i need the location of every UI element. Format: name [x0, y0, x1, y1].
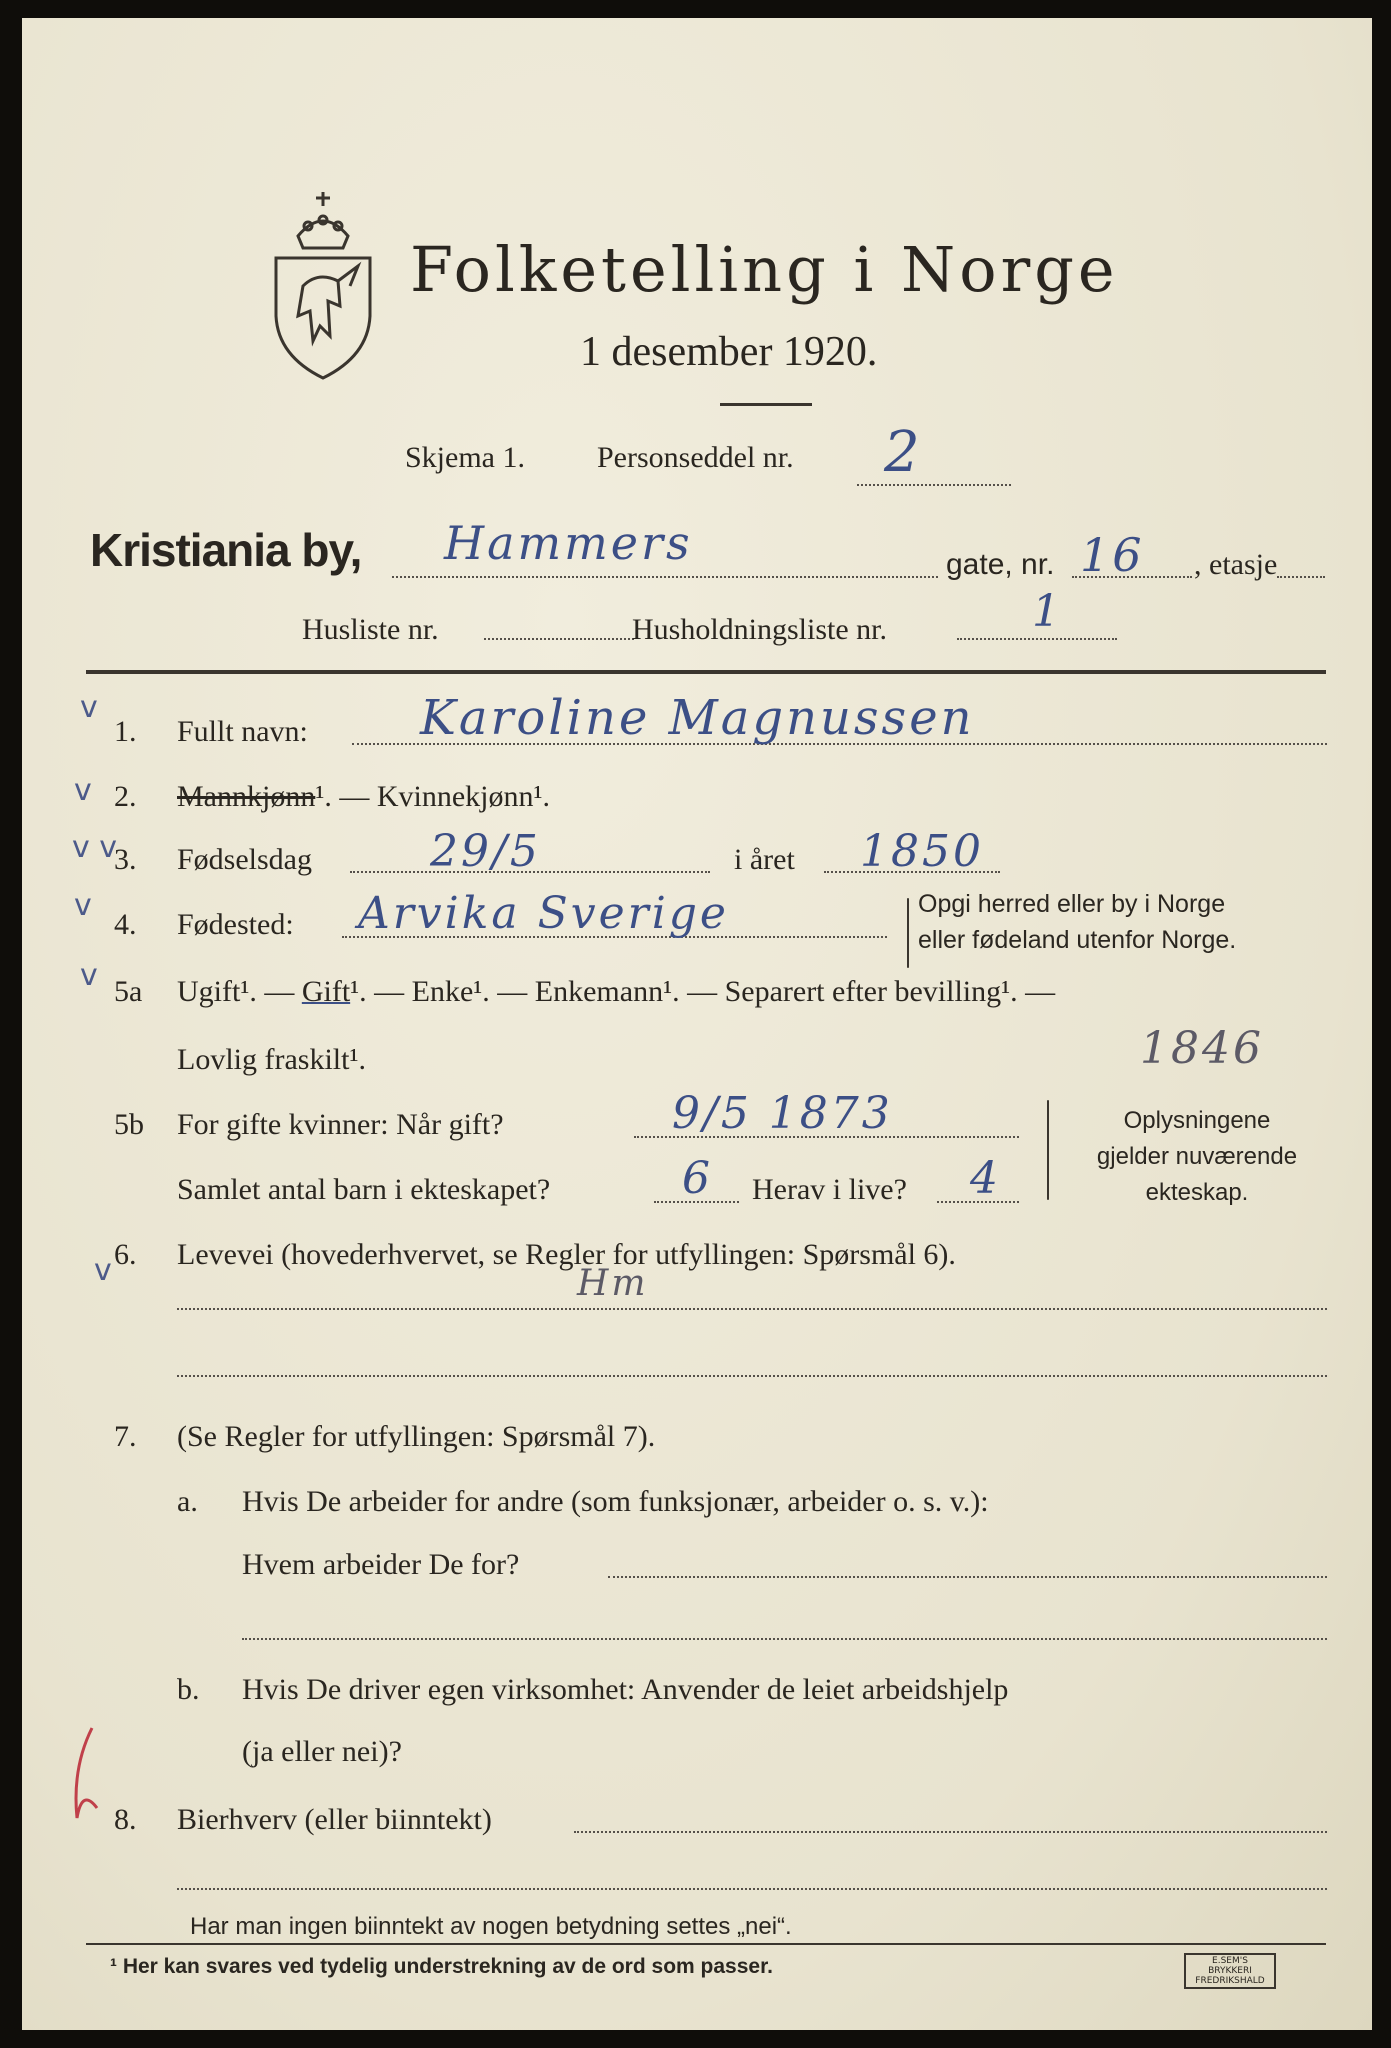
q6-number: 6.: [114, 1238, 137, 1271]
q5b-note-line1: Oplysningene: [1123, 1107, 1271, 1134]
q5b-alive-value: 4: [970, 1153, 1001, 1204]
coat-of-arms-icon: [268, 186, 378, 386]
city-label: Kristiania by,: [90, 524, 362, 576]
title-divider: [720, 403, 812, 406]
skjema-label: Skjema 1.: [405, 441, 525, 474]
note-text: Har man ingen biinntekt av nogen betydning settes „nei“.: [190, 1913, 792, 1940]
q7a-answer-line: [608, 1576, 1327, 1578]
footer-rule: [86, 1943, 1326, 1945]
q5a-gift: Gift: [301, 975, 351, 1008]
husholdningsliste-line: [957, 638, 1117, 640]
q6-line1: [177, 1308, 1327, 1310]
q4-note: [918, 886, 1236, 958]
form-title: Folketelling i Norge: [410, 233, 1119, 306]
personseddel-label: Personseddel nr.: [597, 441, 794, 474]
gate-nr-value: 16: [1080, 528, 1145, 582]
q8-line: [574, 1831, 1327, 1833]
personseddel-line: [857, 484, 1011, 486]
etasje-line: [1277, 576, 1325, 578]
husliste-line: [484, 638, 634, 640]
q4-number: 4.: [114, 908, 137, 941]
footnote: ¹ Her kan svares ved tydelig understrekning av de ord som passer.: [110, 1955, 773, 1978]
q5b-note-line3: ekteskap.: [1145, 1179, 1249, 1206]
q2-separator: ¹. —: [315, 780, 370, 813]
q7a-answer-line2: [242, 1638, 1327, 1640]
q8-number: 8.: [114, 1803, 137, 1836]
q6-line2: [177, 1375, 1327, 1377]
q7-number: 7.: [114, 1420, 137, 1453]
q5b-note-line2: gjelder nuværende: [1096, 1143, 1298, 1170]
q7b-line2: (ja eller nei)?: [242, 1735, 402, 1768]
margin-check-4: v: [74, 888, 92, 923]
q5a-ugift: Ugift¹. —: [177, 975, 295, 1008]
q3-label: Fødselsdag: [177, 843, 312, 876]
street-line: [392, 576, 938, 578]
q1-value: Karoline Magnussen: [420, 690, 975, 746]
q8-line2: [177, 1888, 1327, 1890]
q7a-number: a.: [177, 1485, 198, 1518]
q6-label: Levevei (hovederhvervet, se Regler for utfyllingen: Spørsmål 6).: [177, 1238, 956, 1271]
q7a-line2: Hvem arbeider De for?: [242, 1548, 520, 1581]
q2-line: [177, 780, 550, 814]
q5a-number: 5a: [114, 975, 143, 1008]
q5b-label: For gifte kvinner: Når gift?: [177, 1108, 504, 1141]
gate-label: gate, nr.: [946, 548, 1055, 581]
q1-number: 1.: [114, 715, 137, 748]
q7-label: (Se Regler for utfyllingen: Spørsmål 7).: [177, 1420, 656, 1453]
q7a-label: Hvis De arbeider for andre (som funksjonær, arbeider o. s. v.):: [242, 1485, 989, 1518]
q5b-children-value: 6: [682, 1153, 713, 1204]
q5b-alive-label: Herav i live?: [752, 1173, 907, 1206]
header-rule: [86, 670, 1326, 674]
etasje-label: , etasje: [1194, 548, 1278, 581]
q1-label: Fullt navn:: [177, 715, 308, 748]
margin-check-5: v: [80, 958, 98, 993]
q5a-line2: Lovlig fraskilt¹.: [177, 1043, 366, 1076]
q7b-label: Hvis De driver egen virksomhet: Anvender de leiet arbeidshjelp: [242, 1673, 1009, 1706]
q2-male-option: Mannkjønn: [177, 780, 316, 813]
q4-note-line2: eller fødeland utenfor Norge.: [918, 926, 1237, 954]
q5b-value: 9/5 1873: [672, 1088, 893, 1139]
q4-note-line1: Opgi herred eller by i Norge: [918, 890, 1226, 918]
q4-label: Fødested:: [177, 908, 294, 941]
margin-check-1: v: [80, 690, 98, 725]
q2-female-option: Kvinnekjønn¹.: [376, 780, 550, 813]
personseddel-value: 2: [884, 420, 923, 485]
husliste-label: Husliste nr.: [302, 613, 439, 646]
margin-check-2: v: [74, 773, 92, 808]
q2-number: 2.: [114, 780, 137, 813]
q8-label: Bierhverv (eller biinntekt): [177, 1803, 492, 1836]
street-value: Hammers: [444, 516, 693, 570]
q5a-rest: ¹. — Enke¹. — Enkemann¹. — Separert efter bevilling¹. —: [350, 975, 1056, 1008]
q3-year-value: 1850: [860, 826, 984, 877]
red-margin-mark: [52, 1718, 112, 1838]
q3-value: 29/5: [430, 826, 541, 877]
q4-brace: [907, 898, 909, 968]
q5b-note: [1062, 1103, 1332, 1211]
q5b-children-label: Samlet antal barn i ekteskapet?: [177, 1173, 551, 1206]
margin-check-6: v: [94, 1253, 112, 1288]
q5b-number: 5b: [114, 1108, 144, 1141]
census-form: [22, 18, 1372, 2030]
q5a-options: [177, 975, 1055, 1009]
q7b-number: b.: [177, 1673, 200, 1706]
husholdningsliste-value: 1: [1032, 586, 1063, 637]
q3-number: 3.: [114, 843, 137, 876]
census-date: 1 desember 1920.: [580, 329, 878, 375]
q4-value: Arvika Sverige: [358, 888, 729, 939]
printer-stamp: E.SEM'S BRYKKERI FREDRIKSHALD: [1184, 1953, 1276, 1989]
husholdningsliste-label: Husholdningsliste nr.: [632, 613, 888, 646]
q6-value: Hm: [577, 1263, 649, 1304]
margin-check-3: v v: [72, 830, 118, 865]
q5a-margin-year: 1846: [1140, 1023, 1264, 1074]
q5b-brace: [1047, 1100, 1049, 1200]
q3-year-label: i året: [734, 843, 795, 876]
